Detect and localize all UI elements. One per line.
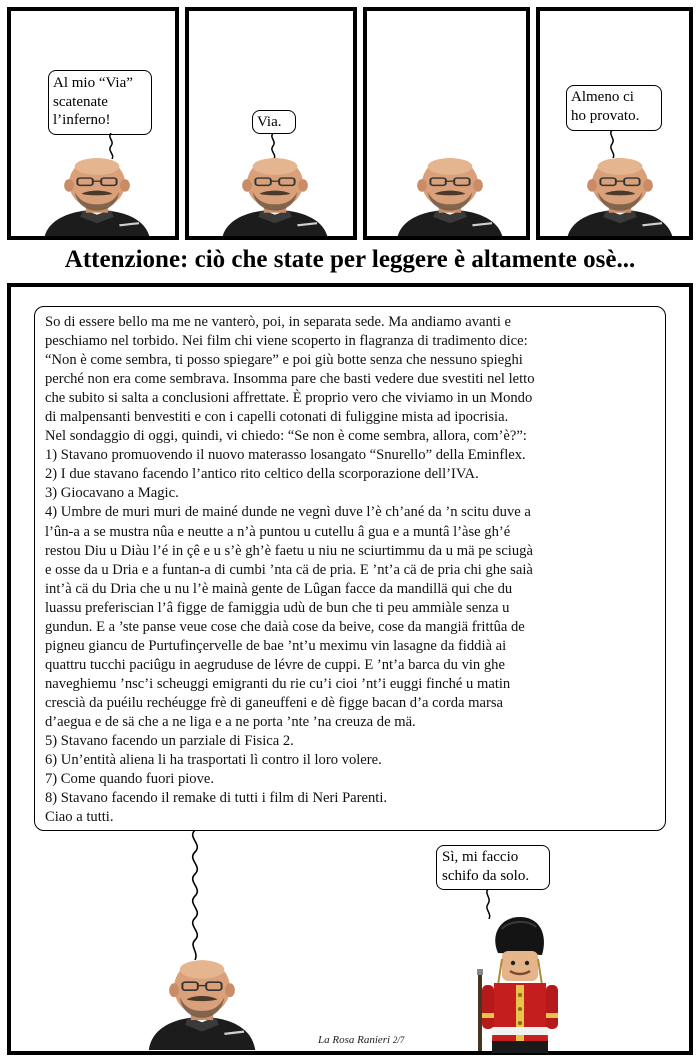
cartoonist-photo	[564, 156, 676, 240]
story-line: restou Diu u Diàu l’é in çê e u s’è gh’è faetu u niu ne sciurtimmu da u mä pe sciugà	[45, 542, 533, 559]
story-line: crescià da puéilu rechéugge frè di ganeuffeni e dè figge bacan d’a corda marsa	[45, 694, 503, 711]
story-line: 2) I due stavano facendo l’antico rito celtico della scorporazione dell’IVA.	[45, 466, 479, 483]
speech-bubble	[252, 110, 296, 134]
comic-panel-1	[7, 7, 179, 240]
cartoonist-photo	[394, 156, 506, 240]
speech-line: ho provato.	[571, 107, 640, 124]
cartoonist-photo	[219, 156, 331, 240]
story-line: d’aegua e de sä che a ne liga e a ne porta ’nte ’na creuza de mä.	[45, 713, 416, 730]
artist-signature	[318, 1034, 404, 1046]
speech-line: scatenate	[53, 93, 108, 110]
cartoonist-photo	[41, 156, 153, 240]
story-line: 4) Umbre de muri muri de mainé dunde ne vegnì duve l’è ch’ané da ’n scitu duve a	[45, 504, 531, 521]
speech-bubble-tail	[183, 830, 207, 960]
speech-line: Almeno ci	[571, 89, 634, 105]
speech-line: l’inferno!	[53, 112, 111, 128]
story-line: Ciao a tutti.	[45, 809, 114, 826]
guard-speech-bubble	[436, 845, 550, 890]
story-line: So di essere bello ma me ne vanterò, poi, in separata sede. Ma andiamo avanti e	[45, 314, 512, 330]
story-line: 1) Stavano promuovendo il nuovo materasso losangato “Snurello” della Eminflex.	[45, 447, 526, 464]
warning-title: Attenzione: ciò che state per leggere è altamente osè...	[64, 246, 636, 273]
story-line: 7) Come quando fuori piove.	[45, 771, 215, 788]
speech-line: schifo da solo.	[442, 867, 530, 884]
speech-bubble	[566, 85, 662, 131]
speech-line: Al mio “Via”	[53, 75, 133, 91]
story-line: pigneu giancu de Purtufinçervelle de bae ’nt’u meximu vin lasagne da fiddià ai	[45, 637, 507, 654]
story-line: peschiamo nel torbido. Nei film chi viene scoperto in flagranza di tradimento dice:	[45, 333, 528, 350]
story-line: Nel sondaggio di oggi, quindi, vi chiedo: “Se non è come sembra, allora, com’è?”:	[45, 428, 527, 445]
comic-panel-2	[185, 7, 357, 240]
toy-guard-figure	[476, 913, 564, 1053]
story-line: 3) Giocavano a Magic.	[45, 485, 179, 502]
story-line: 8) Stavano facendo il remake di tutti i film di Neri Parenti.	[45, 790, 388, 807]
signature-name: La Rosa Ranieri	[318, 1034, 391, 1046]
comic-panel-3	[363, 7, 530, 240]
story-line: 5) Stavano facendo un parziale di Fisica 2.	[45, 733, 294, 750]
story-line: int’à cä du Dria che u nu l’è mainà gente de Lûgan facce da mandillä qui che du	[45, 580, 513, 597]
story-line: e osse da u Dria e a funtan-a di cumbi ’nta cä de pria. E ’nt’a cä de pria chi ghe saià	[45, 561, 533, 578]
speech-bubble-tail	[606, 130, 620, 158]
story-line: gundun. E a ’ste panse veue cose che daià cose da beive, cose da mangiä frittûa de	[45, 618, 525, 635]
story-line: perché non era come sembrava. Insomma pare che basti vedere due svestiti nel letto	[45, 371, 535, 388]
story-text-bubble	[34, 306, 666, 831]
story-line: naveghiemu ’nsc’i scheuggi emigranti du rie cu’i cioi ’nt’i euggi finché u matin	[45, 675, 511, 692]
cartoonist-photo	[146, 958, 258, 1050]
story-line: di malpensanti benvestiti e con i capelli cotonati di fuliggine mista ad ipocrisia.	[45, 409, 509, 426]
signature-mark: 2/7	[392, 1035, 405, 1045]
story-line: l’ûn-a a se mustra nûa e neutte a n’à puntou u cutellu â gua e a muntâ l’àse gh’é	[45, 523, 511, 540]
speech-bubble	[48, 70, 152, 135]
story-line: che subito si salta a conclusioni affrettate. È proprio vero che viviamo in un Mondo	[45, 390, 533, 407]
speech-line: Via.	[257, 114, 282, 130]
story-line: 6) Un’entità aliena li ha trasportati lì contro il loro volere.	[45, 752, 382, 769]
story-line: luassu preferiscian l’â figge de famiggia udù de bun che ti peu ammiàle senza u	[45, 599, 510, 616]
speech-line: Sì, mi faccio	[442, 849, 519, 865]
comic-panel-4	[536, 7, 693, 240]
story-line: quattru tucchi paciûgu in aegruduse de lévre de cuppi. E ’nt’a barca du vin ghe	[45, 656, 505, 673]
story-line: “Non è come sembra, ti posso spiegare” e poi giù botte senza che nessuno spieghi	[45, 352, 523, 369]
